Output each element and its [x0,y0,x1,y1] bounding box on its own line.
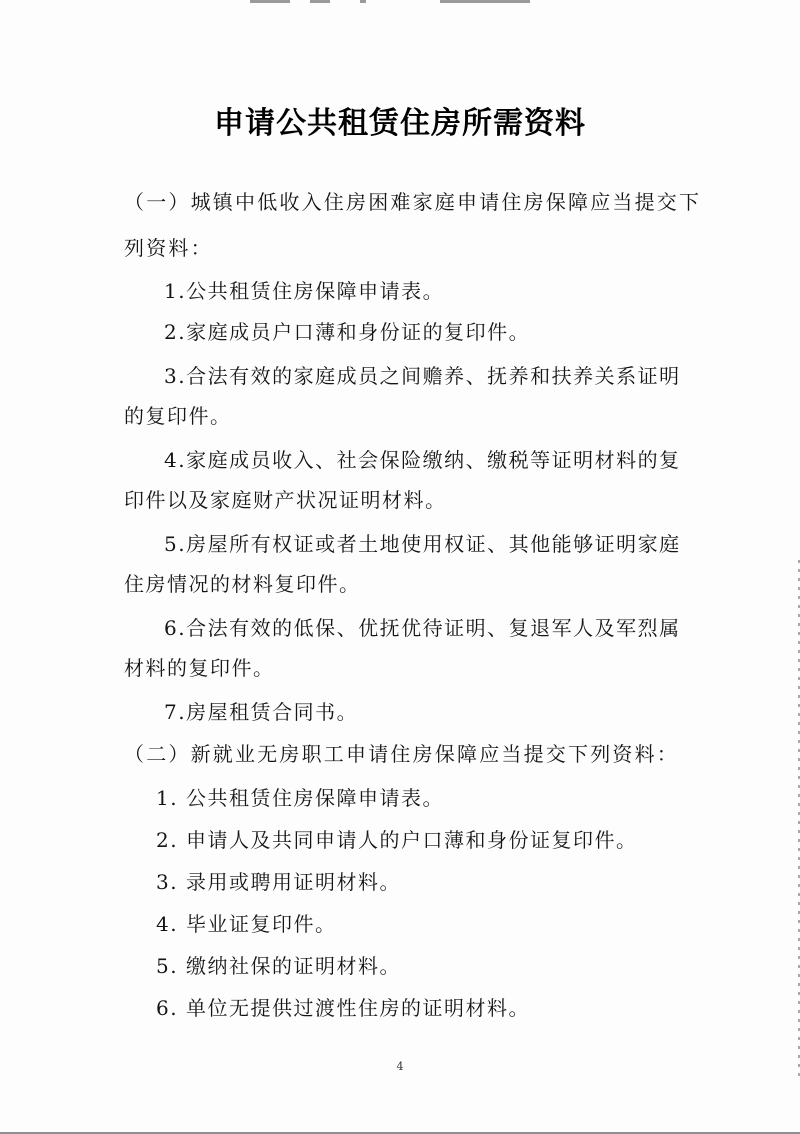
section1-item-6-line1: 6.合法有效的低保、优抚优待证明、复退军人及军烈属 [164,616,681,640]
section1-item-4-line2: 印件以及家庭财产状况证明材料。 [124,488,447,512]
section1-item-6-line2: 材料的复印件。 [124,656,275,680]
section1-heading-line1: （一）城镇中低收入住房困难家庭申请住房保障应当提交下 [124,190,702,214]
scan-header-marks [250,0,550,4]
section1-item-2: 2.家庭成员户口薄和身份证的复印件。 [164,320,531,344]
section2-item-2: 2. 申请人及共同申请人的户口薄和身份证复印件。 [156,828,638,852]
section2-item-1: 1. 公共租赁住房保障申请表。 [156,786,444,810]
section1-item-3-line1: 3.合法有效的家庭成员之间赡养、抚养和扶养关系证明 [164,364,681,388]
section2-item-5: 5. 缴纳社保的证明材料。 [156,954,401,978]
page-number: 4 [396,1060,404,1073]
section1-heading-line2: 列资料： [124,236,213,260]
section2-item-4: 4. 毕业证复印件。 [156,912,337,936]
section2-heading: （二）新就业无房职工申请住房保障应当提交下列资料： [124,742,679,766]
document-title: 申请公共租赁住房所需资料 [214,106,586,141]
section1-item-3-line2: 的复印件。 [124,404,232,428]
section1-item-7: 7.房屋租赁合同书。 [164,700,359,724]
section1-item-5-line2: 住房情况的材料复印件。 [124,572,361,596]
section2-item-3: 3. 录用或聘用证明材料。 [156,870,401,894]
section2-item-6: 6. 单位无提供过渡性住房的证明材料。 [156,996,530,1020]
section1-item-1: 1.公共租赁住房保障申请表。 [164,279,445,303]
section1-item-4-line1: 4.家庭成员收入、社会保险缴纳、缴税等证明材料的复 [164,448,681,472]
section1-item-5-line1: 5.房屋所有权证或者土地使用权证、其他能够证明家庭 [164,532,681,556]
